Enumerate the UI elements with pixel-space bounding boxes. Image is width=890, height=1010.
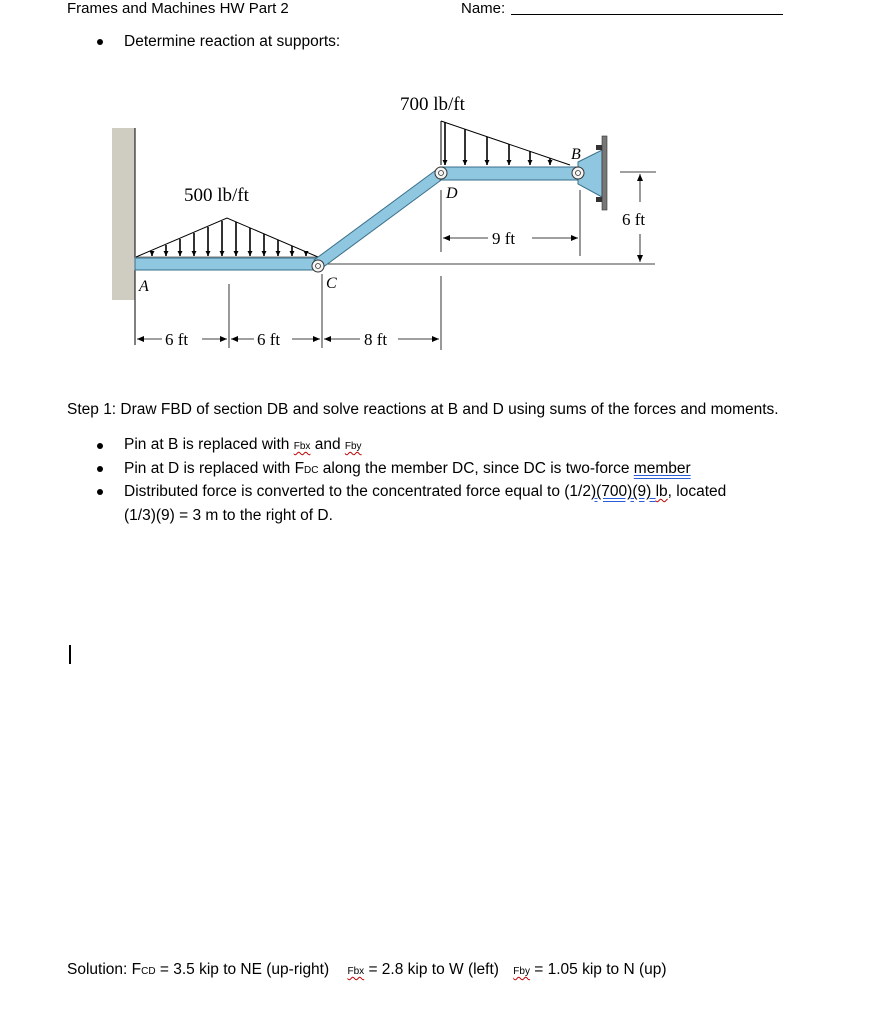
symbol-fbx: Fbx — [347, 966, 365, 977]
solution-line: Solution: FCD = 3.5 kip to NE (up-right) Fbx = 2.8 kip to W (left) Fby = 1.05 kip to N (up) — [67, 961, 667, 978]
load-label-left: 500 lb/ft — [184, 185, 249, 206]
member-db — [440, 167, 581, 180]
bullet-dot — [97, 489, 103, 495]
pin-c — [312, 260, 324, 272]
pin-d — [435, 167, 447, 179]
wall-support-a — [112, 128, 135, 300]
label-a: A — [139, 278, 149, 295]
frame-diagram — [0, 0, 890, 400]
step1-bullet-1: Pin at B is replaced with Fbx and Fby — [124, 436, 362, 453]
bullet-dot — [97, 443, 103, 449]
label-c: C — [326, 275, 337, 292]
label-b: B — [571, 146, 581, 163]
dim-9ft: 9 ft — [492, 229, 516, 248]
step1-heading: Step 1: Draw FBD of section DB and solve reactions at B and D using sums of the forces and moments. — [67, 401, 779, 418]
member-cd — [314, 170, 444, 268]
bullet-dot — [97, 466, 103, 472]
member-ac — [135, 258, 318, 270]
label-d: D — [446, 185, 458, 202]
step1-bullet-3-line2: (1/3)(9) = 3 m to the right of D. — [124, 507, 333, 524]
dim-6ft-vertical: 6 ft — [622, 210, 646, 229]
symbol-fby: Fby — [513, 966, 530, 977]
distributed-load-right — [441, 121, 570, 165]
load-label-right: 700 lb/ft — [400, 94, 465, 115]
pin-b — [572, 167, 584, 179]
name-label: Name: — [461, 0, 506, 17]
text-cursor — [69, 645, 71, 664]
step1-bullet-3-line1: Distributed force is converted to the concentrated force equal to (1/2)(700)(9) lb, located — [124, 483, 727, 500]
step1-bullet-2: Pin at D is replaced with FDC along the member DC, since DC is two-force member — [124, 460, 691, 477]
dim-6ft-2: 6 ft — [257, 330, 281, 349]
document-title: Frames and Machines HW Part 2 — [67, 0, 289, 17]
dim-6ft-1: 6 ft — [165, 330, 189, 349]
dim-8ft: 8 ft — [364, 330, 388, 349]
symbol-fby: Fby — [344, 441, 362, 452]
intro-bullet-text: Determine reaction at supports: — [124, 33, 341, 50]
symbol-fbx: Fbx — [293, 441, 311, 452]
distributed-load-left — [136, 218, 318, 257]
